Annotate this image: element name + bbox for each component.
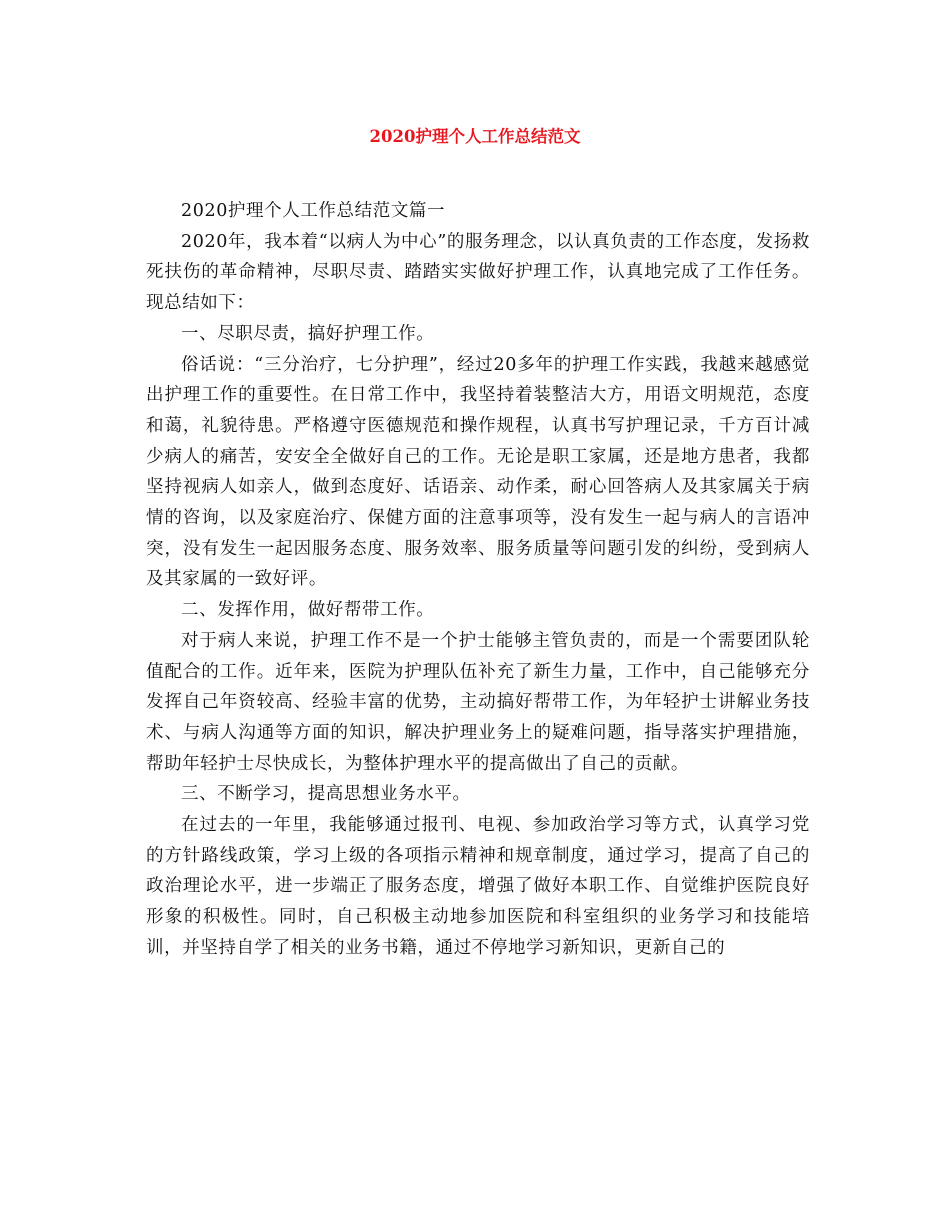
section-heading: 2020护理个人工作总结范文篇一 bbox=[181, 201, 446, 221]
body-paragraph: 在过去的一年里，我能够通过报刊、电视、参加政治学习等方式，认真学习党的方针路线政策，学习上级的各项指示精神和规章制度，通过学习，提高了自己的政治理论水平，进一步端正了服务态度，增强了做好本职工作、自觉维护医院良好形象的积极性。同时，自己积极主动地参加医院和科室组织的业务学习和技能培训，并坚持自学了相关的业务书籍，通过不停地学习新知识，更新自己的 bbox=[146, 815, 810, 958]
body-paragraph: 俗话说：“三分治疗，七分护理”，经过20多年的护理工作实践，我越来越感觉出护理工作的重要性。在日常工作中，我坚持着装整洁大方，用语文明规范，态度和蔼，礼貌待患。严格遵守医德规范和操作规程，认真书写护理记录，千方百计减少病人的痛苦，安安全全做好自己的工作。无论是职工家属，还是地方患者，我都坚持视病人如亲人，做到态度好、话语亲、动作柔，耐心回答病人及其家属关于病情的咨询，以及家庭治疗、保健方面的注意事项等，没有发生一起与病人的言语冲突，没有发生一起因服务态度、服务效率、服务质量等问题引发的纠纷，受到病人及其家属的一致好评。 bbox=[146, 354, 810, 590]
body-paragraph: 对于病人来说，护理工作不是一个护士能够主管负责的，而是一个需要团队轮值配合的工作。近年来，医院为护理队伍补充了新生力量，工作中，自己能够充分发挥自己年资较高、经验丰富的优势，主动搞好帮带工作，为年轻护士讲解业务技术、与病人沟通等方面的知识，解决护理业务上的疑难问题，指导落实护理措施，帮助年轻护士尽快成长，为整体护理水平的提高做出了自己的贡献。 bbox=[146, 630, 810, 774]
section-heading: 二、发挥作用，做好帮带工作。 bbox=[181, 600, 435, 621]
section-heading: 三、不断学习，提高思想业务水平。 bbox=[181, 784, 471, 805]
section-heading: 一、尽职尽责，搞好护理工作。 bbox=[181, 323, 435, 344]
document-body bbox=[146, 196, 810, 964]
body-paragraph: 2020年，我本着“以病人为中心”的服务理念，以认真负责的工作态度，发扬救死扶伤的革命精神，尽职尽责、踏踏实实做好护理工作，认真地完成了工作任务。现总结如下： bbox=[146, 231, 810, 314]
document-title: 2020护理个人工作总结范文 bbox=[369, 127, 581, 146]
